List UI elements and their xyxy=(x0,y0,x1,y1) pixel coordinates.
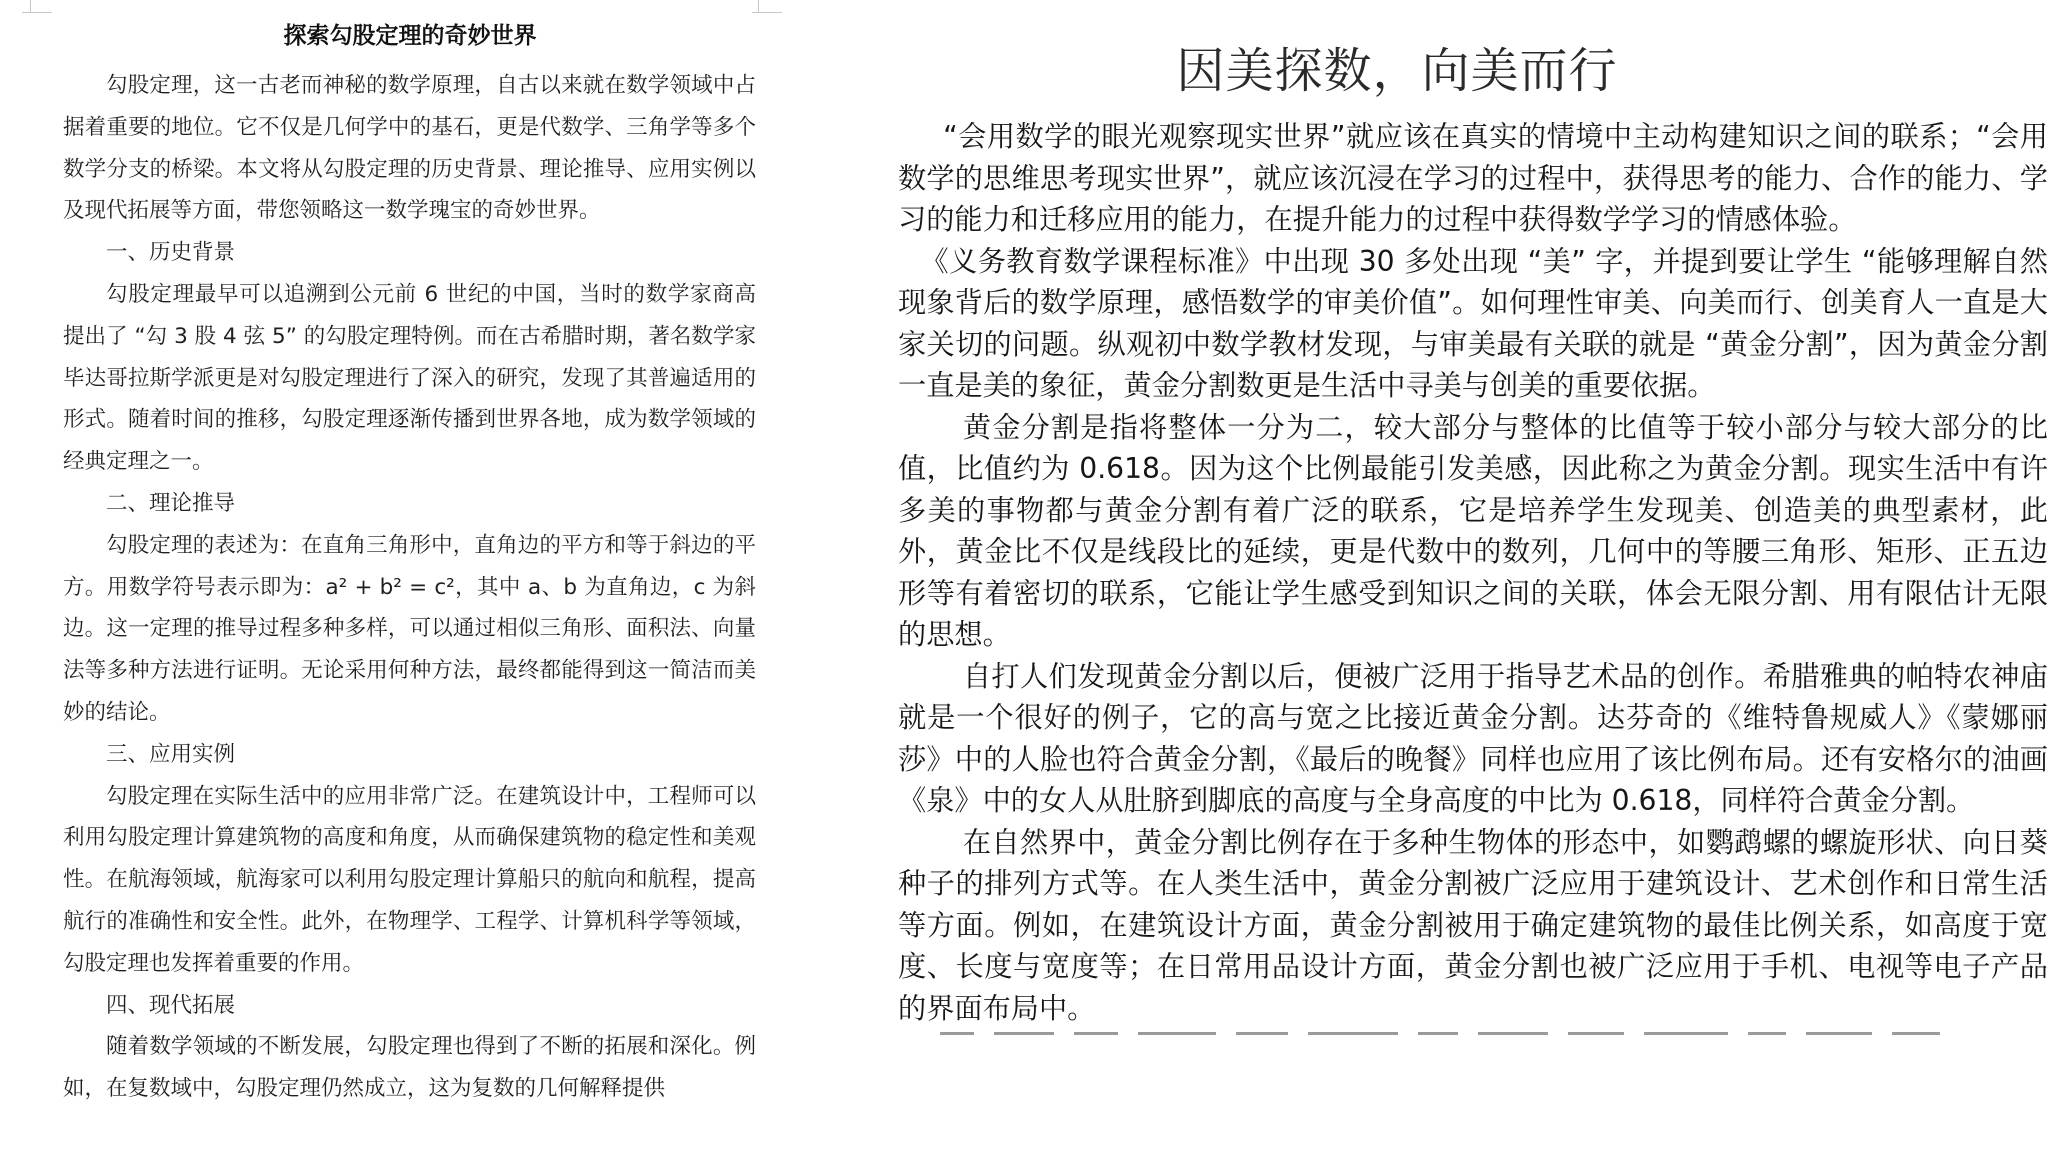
section-paragraph-derivation: 勾股定理的表述为：在直角三角形中，直角边的平方和等于斜边的平方。用数学符号表示即为：a² + b² = c²，其中 a、b 为直角边，c 为斜边。这一定理的推导过程多种多样，可以通过相似三角形、面积法、向量法等多种方法进行证明。无论采用何种方法，最终都能得到这一简洁而美妙的结论。 xyxy=(63,532,756,725)
crop-mark-top-right-vertical xyxy=(758,0,759,12)
paragraph-golden-ratio-definition: 黄金分割是指将整体一分为二，较大部分与整体的比值等于较小部分与较大部分的比值，比值约为 0.618。因为这个比例最能引发美感，因此称之为黄金分割。现实生活中有许多美的事物都与黄金分割有着广泛的联系，它是培养学生发现美、创造美的典型素材，此外，黄金比不仅是线段比的延续，更是代数中的数列，几何中的等腰三角形、矩形、正五边形等有着密切的联系，它能让学生感受到知识之间的关联，体会无限分割、用有限估计无限的思想。 xyxy=(898,410,2048,651)
paragraph-golden-ratio-nature: 在自然界中，黄金分割比例存在于多种生物体的形态中，如鹦鹉螺的螺旋形状、向日葵种子的排列方式等。在人类生活中，黄金分割被广泛应用于建筑设计、艺术创作和日常生活等方面。例如，在建筑设计方面，黄金分割被用于确定建筑物的最佳比例关系，如高度于宽度、长度与宽度等；在日常用品设计方面，黄金分割也被广泛应用于手机、电视等电子产品的界面布局中。 xyxy=(898,825,2048,1025)
section-heading-history: 一、历史背景 xyxy=(106,240,236,266)
cutoff-text-line xyxy=(940,1032,2020,1038)
left-document-page xyxy=(0,0,800,1152)
intro-paragraph: 勾股定理，这一古老而神秘的数学原理，自古以来就在数学领域中占据着重要的地位。它不仅是几何学中的基石，更是代数学、三角学等多个数学分支的桥梁。本文将从勾股定理的历史背景、理论推导、应用实例以及现代拓展等方面，带您领略这一数学瑰宝的奇妙世界。 xyxy=(63,73,756,224)
left-document-body xyxy=(63,65,756,1110)
crop-mark-top-right-horizontal xyxy=(752,12,782,13)
left-document-title: 探索勾股定理的奇妙世界 xyxy=(283,23,537,49)
right-document-body xyxy=(898,116,2048,1029)
section-paragraph-history: 勾股定理最早可以追溯到公元前 6 世纪的中国，当时的数学家商高提出了 “勾 3 股 4 弦 5” 的勾股定理特例。而在古希腊时期，著名数学家毕达哥拉斯学派更是对勾股定理进行了深入的研究，发现了其普遍适用的形式。随着时间的推移，勾股定理逐渐传播到世界各地，成为数学领域的经典定理之一。 xyxy=(63,281,756,475)
paragraph-math-vision: “会用数学的眼光观察现实世界”就应该在真实的情境中主动构建知识之间的联系；“会用数学的思维思考现实世界”，就应该沉浸在学习的过程中，获得思考的能力、合作的能力、学习的能力和迁移应用的能力，在提升能力的过程中获得数学学习的情感体验。 xyxy=(898,120,2048,236)
section-heading-applications: 三、应用实例 xyxy=(106,741,236,767)
section-heading-modern: 四、现代拓展 xyxy=(106,992,236,1018)
paragraph-golden-ratio-art: 自打人们发现黄金分割以后，便被广泛用于指导艺术品的创作。希腊雅典的帕特农神庙就是一个很好的例子，它的高与宽之比接近黄金分割。达芬奇的《维特鲁规威人》《蒙娜丽莎》中的人脸也符合黄金分割，《最后的晚餐》同样也应用了该比例布局。还有安格尔的油画《泉》中的女人从肚脐到脚底的高度与全身高度的中比为 0.618，同样符合黄金分割。 xyxy=(898,659,2048,817)
section-heading-derivation: 二、理论推导 xyxy=(106,490,236,516)
section-paragraph-modern: 随着数学领域的不断发展，勾股定理也得到了不断的拓展和深化。例如，在复数域中，勾股定理仍然成立，这为复数的几何解释提供 xyxy=(63,1034,756,1102)
crop-mark-top-left-horizontal xyxy=(22,12,52,13)
crop-mark-top-left-vertical xyxy=(30,0,31,12)
right-document-page xyxy=(872,0,2048,1152)
section-paragraph-applications: 勾股定理在实际生活中的应用非常广泛。在建筑设计中，工程师可以利用勾股定理计算建筑物的高度和角度，从而确保建筑物的稳定性和美观性。在航海领域，航海家可以利用勾股定理计算船只的航向和航程，提高航行的准确性和安全性。此外，在物理学、工程学、计算机科学等领域，勾股定理也发挥着重要的作用。 xyxy=(63,783,756,976)
paragraph-curriculum-standard: 《义务教育数学课程标准》中出现 30 多处出现 “美” 字，并提到要让学生 “能够理解自然现象背后的数学原理，感悟数学的审美价值”。如何理性审美、向美而行、创美育人一直是大家关切的问题。纵观初中数学教材发现，与审美最有关联的就是 “黄金分割”，因为黄金分割一直是美的象征，黄金分割数更是生活中寻美与创美的重要依据。 xyxy=(898,244,2048,402)
right-document-title: 因美探数，向美而行 xyxy=(1176,43,1618,99)
